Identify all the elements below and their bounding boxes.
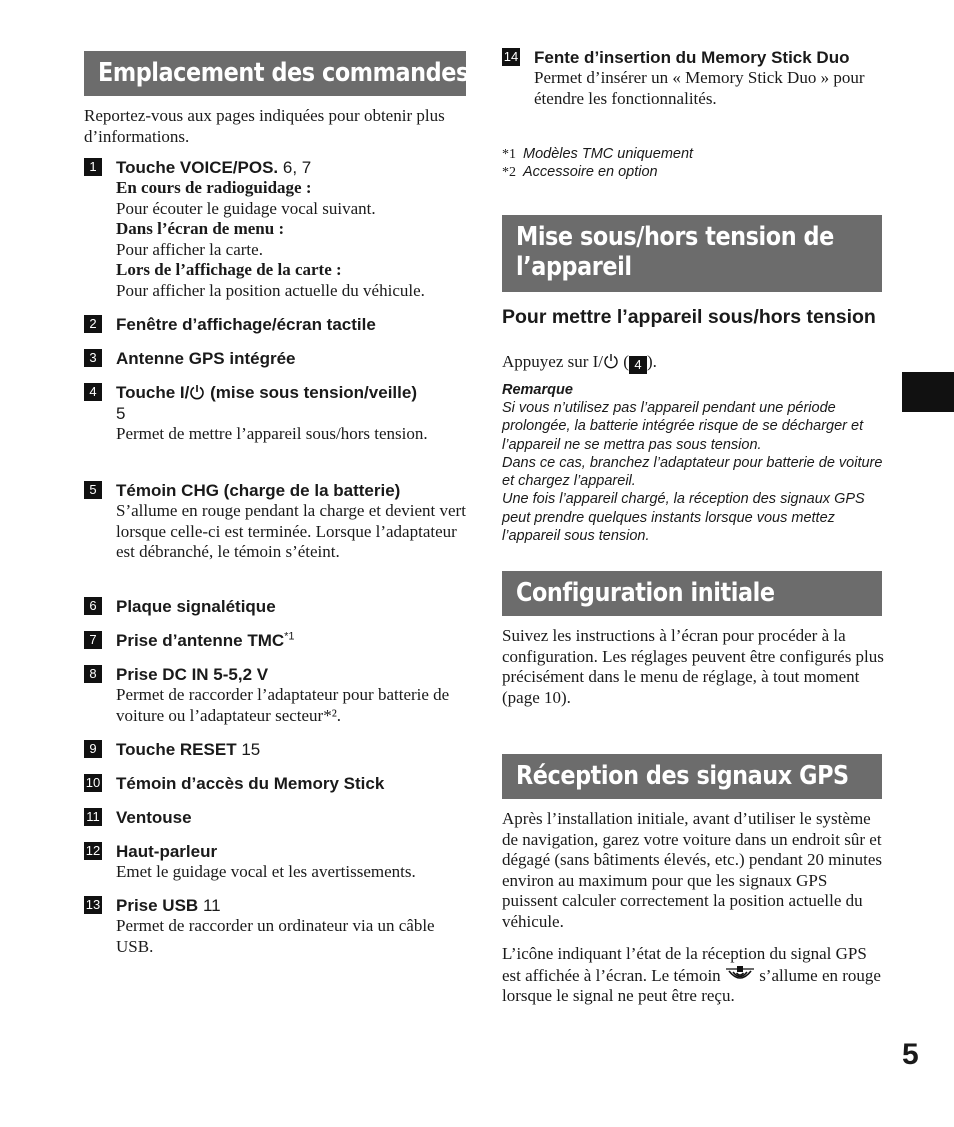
control-item-10: [84, 773, 466, 794]
control-item-9: [84, 739, 466, 760]
control-item-14: [502, 47, 884, 109]
remark-text: Si vous n’utilisez pas l’appareil pendant une période prolongée, la batterie intégrée risque de se décharger et l’appareil ne se mettra pas sous tension. Dans ce cas, branchez l’adaptateur pour batterie de voiture et chargez l’appareil. Une fois l’appareil chargé, la réception des signaux GPS peut prendre quelques instants lorsque vous mettez l’appareil sous tension.: [502, 400, 883, 545]
control-item-11: [84, 807, 466, 828]
item-description: Permet d’insérer un « Memory Stick Duo » pour étendre les fonctionnalités.: [534, 68, 865, 108]
control-item-4: [84, 382, 466, 445]
control-item-2: [84, 314, 466, 335]
item-number-badge: 11: [84, 808, 102, 826]
item-number-badge: 2: [84, 315, 102, 333]
control-item-12: [84, 841, 466, 883]
power-icon: [603, 353, 619, 369]
item-number-badge: 7: [84, 631, 102, 649]
subheading-power: Pour mettre l’appareil sous/hors tension: [502, 306, 876, 328]
config-text: Suivez les instructions à l’écran pour procéder à la configuration. Les réglages peuvent être configurés plus précisément dans le menu de réglage, à tout moment (page 10).: [502, 626, 884, 707]
remark-title: Remarque: [502, 382, 573, 398]
item-description: En cours de radioguidage : Pour écouter le guidage vocal suivant. Dans l’écran de menu : Pour afficher la carte. Lors de l’affichage de la carte : Pour afficher la position actuelle du véhicule.: [116, 178, 425, 300]
control-item-5: [84, 480, 466, 563]
gps-paragraph-2: L’icône indiquant l’état de la réception du signal GPS est affichée à l’écran. Le témoin s’allume en rouge lorsque le signal ne peut être reçu.: [502, 944, 881, 1005]
section-header-gps: Réception des signaux GPS: [502, 754, 882, 799]
power-instruction: Appuyez sur I/ ( 4 ).: [502, 352, 657, 372]
item-title: Prise USB: [116, 896, 199, 915]
footnote-ref: *1: [284, 630, 295, 643]
item-number-badge: 9: [84, 740, 102, 758]
item-title: Plaque signalétique: [116, 597, 276, 616]
control-item-6: [84, 596, 466, 617]
control-item-7: [84, 630, 466, 651]
item-title: Antenne GPS intégrée: [116, 349, 296, 368]
item-title: Témoin d’accès du Memory Stick: [116, 774, 385, 793]
item-number-badge: 8: [84, 665, 102, 683]
item-title: Touche VOICE/POS.: [116, 158, 279, 177]
item-number-badge: 10: [85, 775, 101, 790]
item-title: Haut-parleur: [116, 842, 218, 861]
power-icon: [189, 384, 205, 400]
item-title: Touche I/ (mise sous tension/veille) 5: [116, 382, 466, 424]
page-ref: 6, 7: [282, 158, 312, 177]
item-title: Prise DC IN 5-5,2 V: [116, 665, 269, 684]
footnote-2: *2 Accessoire en option: [502, 164, 658, 180]
item-number-badge: 6: [84, 597, 102, 615]
item-title: Fenêtre d’affichage/écran tactile: [116, 315, 376, 334]
section-header-config: Configuration initiale: [502, 571, 882, 616]
control-item-1: [84, 157, 466, 301]
item-number-badge: 4: [629, 356, 647, 374]
item-number-badge: 1: [84, 158, 102, 176]
item-title: Prise d’antenne TMC: [116, 631, 285, 650]
intro-text: Reportez-vous aux pages indiquées pour obtenir plus d’informations.: [84, 106, 445, 146]
item-number-badge: 3: [84, 349, 102, 367]
item-description: Permet de mettre l’appareil sous/hors tension.: [116, 424, 428, 443]
item-description: Permet de raccorder l’adaptateur pour batterie de voiture ou l’adaptateur secteur*².: [116, 685, 450, 725]
control-item-3: [84, 348, 466, 369]
item-title: Témoin CHG (charge de la batterie): [116, 481, 401, 500]
item-number-badge: 4: [84, 383, 102, 401]
control-item-13: [84, 895, 466, 957]
item-number-badge: 14: [503, 49, 519, 64]
item-title: Fente d’insertion du Memory Stick Duo: [534, 48, 850, 67]
section-header-power: Mise sous/hors tension de l’appareil: [502, 215, 882, 292]
control-item-8: [84, 664, 466, 726]
item-number-badge: 5: [84, 481, 102, 499]
item-description: Emet le guidage vocal et les avertissements.: [116, 862, 416, 881]
footnote-1: *1 Modèles TMC uniquement: [502, 146, 694, 162]
item-description: S’allume en rouge pendant la charge et devient vert lorsque celle-ci est terminée. Lorsque l’adaptateur est débranché, le témoin s’éteint.: [116, 501, 466, 561]
item-title: Touche RESET: [116, 740, 237, 759]
page-ref: 11: [202, 896, 221, 915]
page-ref: 5: [116, 404, 126, 423]
gps-paragraph-1: Après l’installation initiale, avant d’utiliser le système de navigation, garez votre voiture dans un endroit sûr et dégagé (sans bâtiments élevés, etc.) pendant 20 minutes environ au maximum pour que les signaux GPS puissent calculer correctement la position actuelle du véhicule.: [502, 809, 883, 931]
page-number: 5: [902, 1038, 919, 1071]
item-number-badge: 12: [85, 843, 101, 858]
item-number-badge: 13: [85, 897, 101, 912]
item-description: Permet de raccorder un ordinateur via un câble USB.: [116, 916, 435, 956]
item-title: Ventouse: [116, 808, 192, 827]
chapter-tab-marker: [902, 372, 954, 412]
page-ref: 15: [241, 740, 261, 759]
gps-signal-icon: [725, 965, 755, 985]
section-header-controls: Emplacement des commandes: [84, 51, 466, 96]
